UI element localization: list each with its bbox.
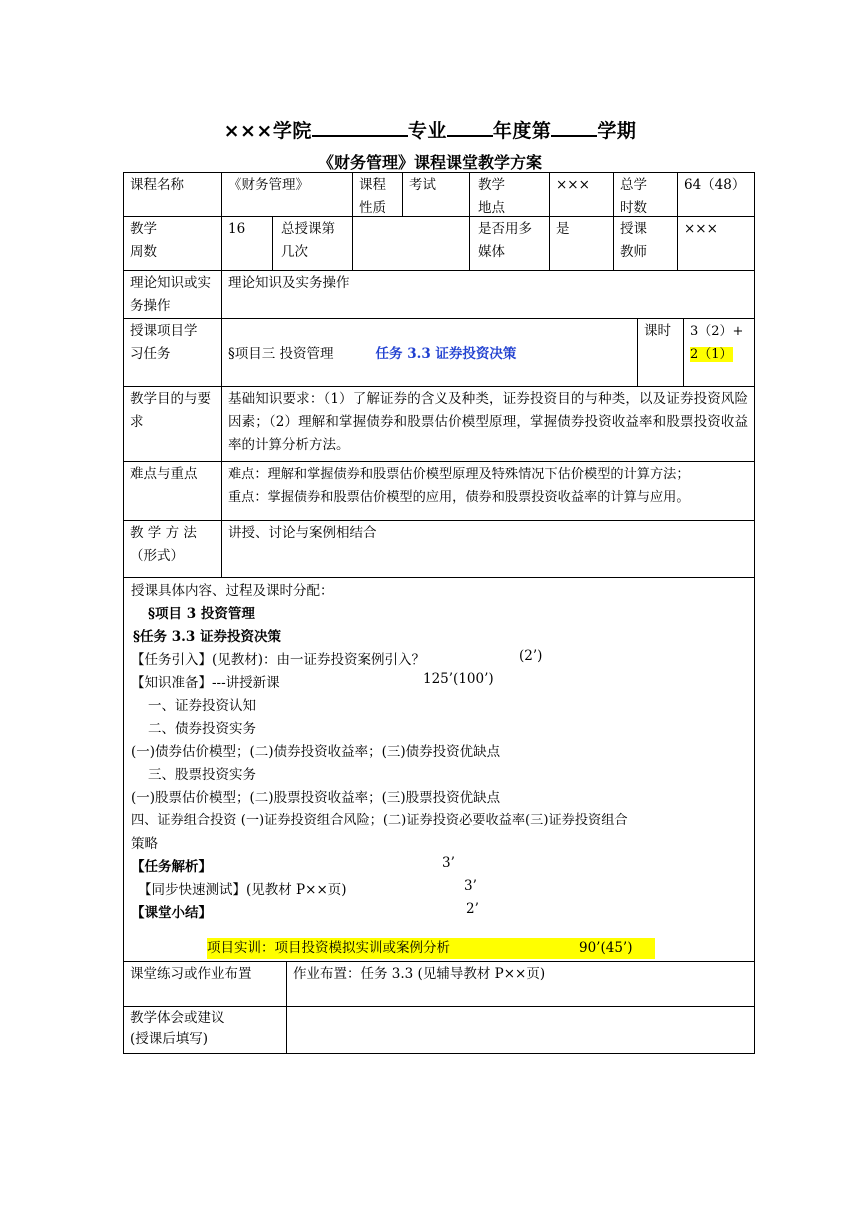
- major-label: 专业: [407, 120, 447, 142]
- teacher-value: ×××: [684, 221, 718, 237]
- hours-label: 课时: [644, 323, 671, 339]
- focus-line: 重点：掌握债券和股票估价模型的应用，债券和股票投资收益率的计算与应用。: [228, 490, 690, 505]
- reflection-label: 教学体会或建议 (授课后填写): [130, 1010, 225, 1047]
- total-hours-value: 64（48）: [684, 177, 746, 193]
- section-3-detail: (一)股票估价模型；(二)股票投资收益率；(三)股票投资优缺点: [131, 790, 501, 806]
- content-heading: 授课具体内容、过程及课时分配：: [131, 583, 334, 599]
- course-nature-value: 考试: [409, 177, 436, 193]
- method-label: 教 学 方 法（形式）: [130, 525, 197, 564]
- method-value: 讲授、讨论与案例相结合: [228, 525, 377, 541]
- session-label: 总授课第几次: [281, 221, 335, 260]
- quiz-line: 【同步快速测试】(见教材 P××页): [138, 882, 347, 898]
- project-task-label: 授课项目学习任务: [130, 323, 198, 362]
- difficulty-line: 难点：理解和掌握债券和股票估价模型原理及特殊情况下估价模型的计算方法；: [228, 467, 690, 482]
- college-name: ×××学院: [223, 120, 312, 142]
- homework-value: 作业布置：任务 3.3 (见辅导教材 P××页): [293, 966, 546, 982]
- term-label: 学期: [597, 120, 637, 142]
- course-name-label: 课程名称: [130, 177, 184, 193]
- summary-time: 2’: [466, 901, 479, 917]
- section-2: 二、债券投资实务: [148, 721, 256, 737]
- knowledge-time: 125’(100’): [423, 671, 494, 687]
- hours-value: 3（2）+2（1）: [690, 324, 744, 362]
- key-points-label: 难点与重点: [130, 466, 198, 482]
- multimedia-value: 是: [556, 221, 570, 237]
- teacher-label: 授课教师: [620, 221, 647, 260]
- homework-label: 课堂练习或作业布置: [130, 966, 252, 982]
- section-2-detail: (一)债券估价模型；(二)债券投资收益率；(三)债券投资优缺点: [131, 744, 501, 760]
- knowledge-line: 【知识准备】---讲授新课: [131, 675, 280, 691]
- course-nature-label: 课程性质: [359, 177, 386, 216]
- project-task-value: [222, 318, 637, 386]
- section-4-line2: 策略: [131, 836, 158, 852]
- summary-line: 【课堂小结】: [131, 905, 212, 921]
- section-4-line1: 四、证券组合投资 (一)证券投资组合风险；(二)证券投资必要收益率(三)证券投资组合: [131, 813, 628, 828]
- session-value: [353, 216, 469, 270]
- total-hours-label: 总学时数: [620, 177, 647, 216]
- year-label: 年度第: [492, 120, 552, 142]
- year-blank: [447, 117, 493, 137]
- analysis-line: 【任务解析】: [131, 859, 212, 875]
- location-label: 教学地点: [478, 177, 505, 216]
- reflection-value[interactable]: [287, 1006, 754, 1053]
- plan-title: 《财务管理》课程课堂教学方案: [317, 153, 542, 172]
- objectives-label: 教学目的与要求: [130, 391, 211, 430]
- theory-practice-value: 理论知识及实务操作: [228, 275, 350, 291]
- section-3: 三、股票投资实务: [148, 767, 256, 783]
- section-1: 一、证券投资认知: [148, 698, 256, 714]
- practice-line: 项目实训：项目投资模拟实训或案例分析 90’(45’): [207, 938, 655, 959]
- project-name: §项目三 投资管理: [228, 346, 334, 362]
- weeks-label: 教学周数: [130, 221, 157, 260]
- course-name-value: 《财务管理》: [228, 177, 309, 193]
- analysis-time: 3’: [442, 855, 455, 871]
- objectives-value: 基础知识要求：（1）了解证券的含义及种类，证券投资目的与种类，以及证券投资风险因素；（2）理解和掌握债券和股票估价模型原理，掌握债券投资收益率和股票投资收益率的计算分析方法。: [228, 391, 748, 453]
- header-title: [0, 116, 860, 143]
- major-blank: [312, 117, 408, 137]
- weeks-value: 16: [228, 221, 246, 237]
- location-value: ×××: [556, 177, 590, 193]
- theory-practice-label: 理论知识或实务操作: [130, 275, 211, 314]
- content-project: §项目 3 投资管理: [148, 606, 255, 622]
- quiz-time: 3’: [464, 878, 477, 894]
- task-name: 任务 3.3 证券投资决策: [375, 346, 517, 362]
- content-task: §任务 3.3 证券投资决策: [133, 629, 281, 645]
- key-points-value: [222, 461, 754, 520]
- term-blank: [551, 117, 597, 137]
- intro-line: 【任务引入】(见教材)：由一证券投资案例引入？: [131, 652, 426, 668]
- multimedia-label: 是否用多媒体: [478, 221, 532, 260]
- intro-time: (2’): [519, 648, 543, 664]
